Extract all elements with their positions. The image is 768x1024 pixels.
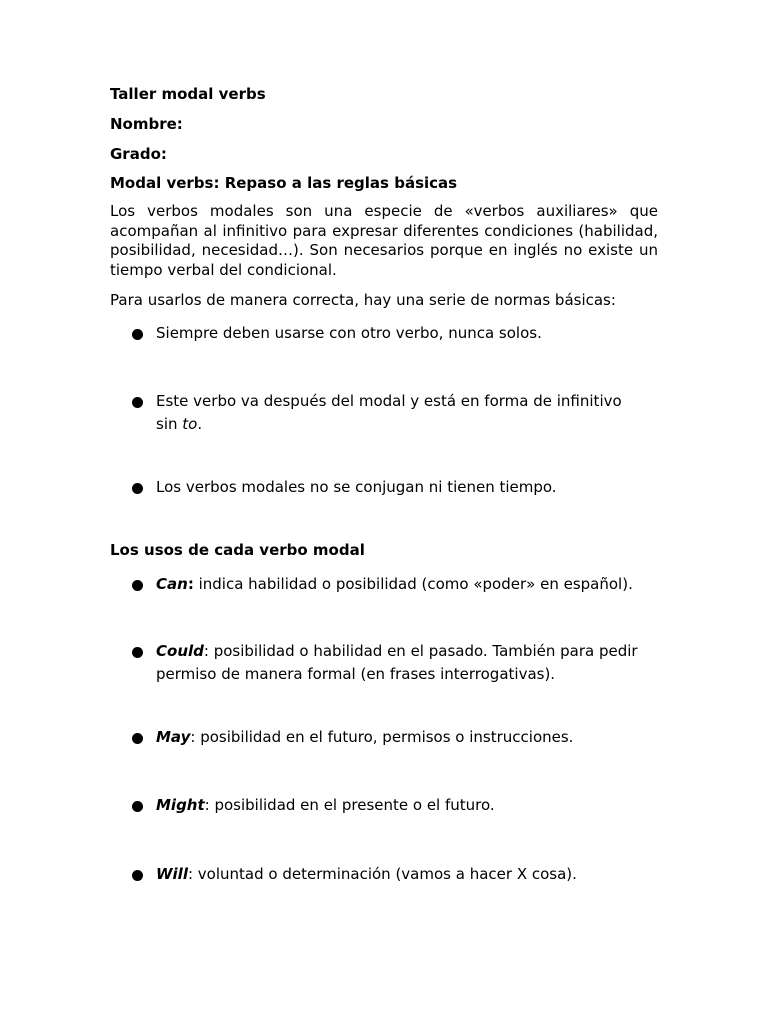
- modal-term: Can: [156, 575, 188, 593]
- document-title: Taller modal verbs: [110, 85, 266, 103]
- rule-text: Siempre deben usarse con otro verbo, nunca solos.: [156, 324, 542, 342]
- bullet-icon: [132, 483, 143, 494]
- modal-desc: : posibilidad o habilidad en el pasado. También para pedir permiso de manera formal (en frases interrogativas).: [156, 642, 638, 683]
- bullet-icon: [132, 580, 143, 591]
- modal-desc: indica habilidad o posibilidad (como «poder» en español).: [193, 575, 633, 593]
- use-text: [156, 794, 642, 817]
- modal-desc: : voluntad o determinación (vamos a hacer X cosa).: [187, 865, 577, 883]
- bullet-icon: [132, 733, 143, 744]
- rule-text-italic: to: [182, 415, 198, 433]
- modal-desc: : posibilidad en el futuro, permisos o instrucciones.: [190, 728, 574, 746]
- use-text: [156, 863, 642, 886]
- modal-term-suffix: :: [187, 575, 194, 593]
- bullet-icon: [132, 801, 143, 812]
- modal-term: Could: [156, 642, 204, 660]
- use-text: [156, 640, 642, 686]
- grade-label: Grado:: [110, 145, 167, 163]
- name-label: Nombre:: [110, 115, 183, 133]
- section-heading-rules: Modal verbs: Repaso a las reglas básicas: [110, 174, 458, 192]
- bullet-icon: [132, 397, 143, 408]
- modal-term: Might: [156, 796, 205, 814]
- rule-text-after: .: [197, 415, 203, 433]
- rule-text: [156, 390, 642, 436]
- bullet-icon: [132, 647, 143, 658]
- section-heading-uses: Los usos de cada verbo modal: [110, 541, 365, 559]
- bullet-icon: [132, 329, 143, 340]
- intro-paragraph: Los verbos modales son una especie de «verbos auxiliares» que acompañan al infinitivo para expresar diferentes condiciones (habilidad, posibilidad, necesidad…). Son necesarios porque en inglés no existe un tiempo verbal del condicional.: [110, 202, 658, 279]
- rule-text: Los verbos modales no se conjugan ni tienen tiempo.: [156, 478, 557, 496]
- rule-text-before: Este verbo va después del modal y está en forma de infinitivo sin: [156, 392, 622, 433]
- modal-term: Will: [156, 865, 188, 883]
- use-text: [156, 726, 642, 749]
- modal-term: May: [156, 728, 191, 746]
- modal-desc: : posibilidad en el presente o el futuro.: [204, 796, 495, 814]
- rules-intro: Para usarlos de manera correcta, hay una serie de normas básicas:: [110, 291, 616, 309]
- bullet-icon: [132, 870, 143, 881]
- use-text: [156, 573, 642, 596]
